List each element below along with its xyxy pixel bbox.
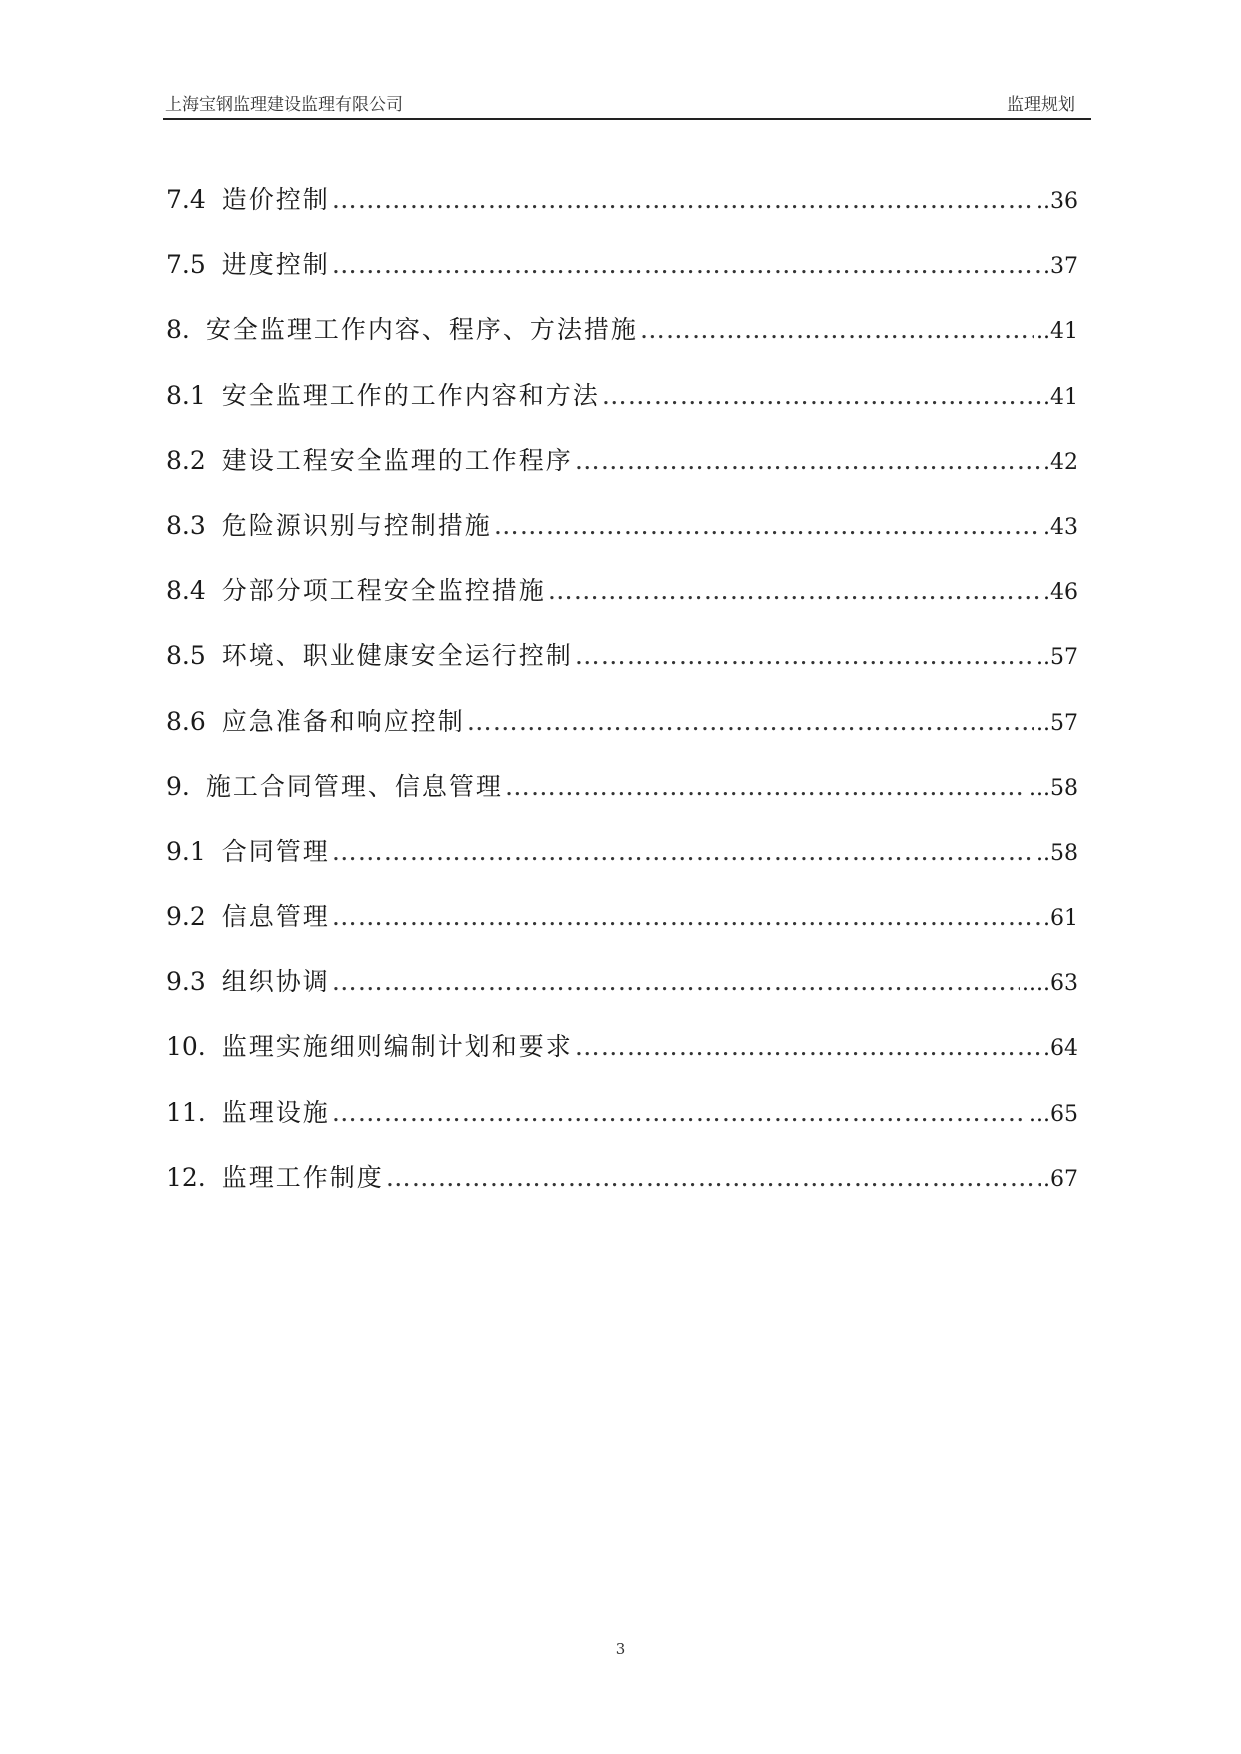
toc-entry-page: ....63 [1022, 971, 1078, 997]
toc-entry-title: 信息管理 [221, 902, 330, 932]
toc-entry-title: 进度控制 [221, 250, 330, 280]
toc-entry-page: ..36 [1036, 189, 1078, 214]
toc-entry-number: 8.4 [166, 576, 206, 606]
toc-entry-page: ..57 [1036, 710, 1078, 736]
toc-leader-dots [332, 902, 1041, 931]
toc-entry-page: .37 [1043, 254, 1078, 280]
toc-entry-title: 安全监理工作的工作内容和方法 [221, 380, 600, 410]
toc-entry-number: 8.2 [166, 445, 206, 475]
toc-entry-page: .42 [1043, 449, 1078, 475]
toc-entry-page: .43 [1043, 514, 1078, 540]
toc-entry-number: 8.1 [166, 380, 206, 410]
toc-entry-number: 7.5 [166, 250, 206, 280]
toc-entry-8-3[interactable] [166, 506, 1078, 571]
toc-entry-page: ...65 [1029, 1101, 1078, 1127]
toc-entry-title: 监理工作制度 [221, 1162, 384, 1192]
toc-entry-title: 造价控制 [221, 185, 330, 214]
toc-leader-dots [548, 576, 1041, 605]
table-of-contents [166, 180, 1078, 1223]
toc-entry-number: 8.3 [166, 510, 206, 540]
toc-leader-dots [602, 381, 1041, 410]
toc-entry-title: 危险源识别与控制措施 [221, 510, 492, 540]
toc-entry-9-2[interactable] [166, 897, 1078, 962]
toc-entry-title: 施工合同管理、信息管理 [205, 771, 503, 801]
toc-entry-title: 安全监理工作内容、程序、方法措施 [205, 315, 638, 345]
toc-entry-11[interactable] [166, 1093, 1078, 1158]
toc-entry-9-1[interactable] [166, 832, 1078, 897]
toc-entry-page: ..41 [1036, 319, 1078, 345]
toc-entry-page: .67 [1043, 1166, 1078, 1192]
toc-entry-number: 9.2 [166, 902, 206, 932]
toc-leader-dots [332, 837, 1034, 866]
toc-entry-8-2[interactable] [166, 441, 1078, 506]
toc-entry-page: .41 [1043, 384, 1078, 410]
toc-leader-dots [505, 772, 1027, 801]
toc-entry-title: 组织协调 [221, 967, 330, 997]
toc-entry-number: 8. [166, 315, 190, 345]
toc-leader-dots [575, 1032, 1041, 1061]
toc-leader-dots [332, 250, 1041, 279]
toc-entry-10[interactable] [166, 1027, 1078, 1092]
toc-leader-dots [467, 707, 1034, 736]
toc-leader-dots [575, 446, 1041, 475]
page-number: 3 [615, 1640, 626, 1658]
toc-entry-number: 8.6 [166, 706, 206, 736]
document-title: 监理规划 [1007, 95, 1075, 115]
toc-entry-number: 9.1 [166, 836, 206, 866]
company-name: 上海宝钢监理建设监理有限公司 [165, 95, 403, 115]
toc-entry-8[interactable] [166, 310, 1078, 375]
toc-entry-8-6[interactable] [166, 702, 1078, 767]
toc-leader-dots [575, 641, 1034, 670]
toc-entry-9-3[interactable] [166, 962, 1078, 1027]
toc-entry-title: 监理设施 [221, 1097, 330, 1127]
toc-entry-number: 9. [166, 771, 190, 801]
toc-entry-8-1[interactable] [166, 376, 1078, 441]
toc-leader-dots [332, 967, 1020, 996]
toc-entry-7-4[interactable] [166, 180, 1078, 245]
toc-entry-number: 8.5 [166, 641, 206, 671]
toc-entry-title: 应急准备和响应控制 [221, 706, 465, 736]
toc-leader-dots [332, 185, 1034, 214]
toc-entry-title: 分部分项工程安全监控措施 [221, 576, 546, 606]
toc-entry-title: 合同管理 [221, 836, 330, 866]
toc-entry-page: ..57 [1036, 645, 1078, 671]
toc-entry-12[interactable] [166, 1158, 1078, 1223]
toc-entry-8-4[interactable] [166, 571, 1078, 636]
toc-entry-number: 11. [166, 1097, 206, 1127]
toc-leader-dots [386, 1163, 1041, 1192]
toc-entry-title: 环境、职业健康安全运行控制 [221, 641, 573, 671]
toc-entry-9[interactable] [166, 767, 1078, 832]
toc-leader-dots [332, 1098, 1027, 1127]
toc-leader-dots [640, 315, 1034, 344]
toc-entry-page: .61 [1043, 906, 1078, 932]
toc-entry-number: 10. [166, 1032, 206, 1062]
toc-entry-number: 7.4 [166, 185, 206, 214]
toc-leader-dots [494, 511, 1041, 540]
toc-entry-number: 12. [166, 1162, 206, 1192]
toc-entry-title: 建设工程安全监理的工作程序 [221, 445, 573, 475]
toc-entry-8-5[interactable] [166, 636, 1078, 701]
page-header [163, 86, 1091, 120]
toc-entry-page: ..58 [1036, 840, 1078, 866]
toc-entry-title: 监理实施细则编制计划和要求 [221, 1032, 573, 1062]
toc-entry-page: ...58 [1029, 775, 1078, 801]
toc-entry-page: .46 [1043, 580, 1078, 606]
toc-entry-7-5[interactable] [166, 245, 1078, 310]
toc-entry-number: 9.3 [166, 967, 206, 997]
toc-entry-page: .64 [1043, 1036, 1078, 1062]
